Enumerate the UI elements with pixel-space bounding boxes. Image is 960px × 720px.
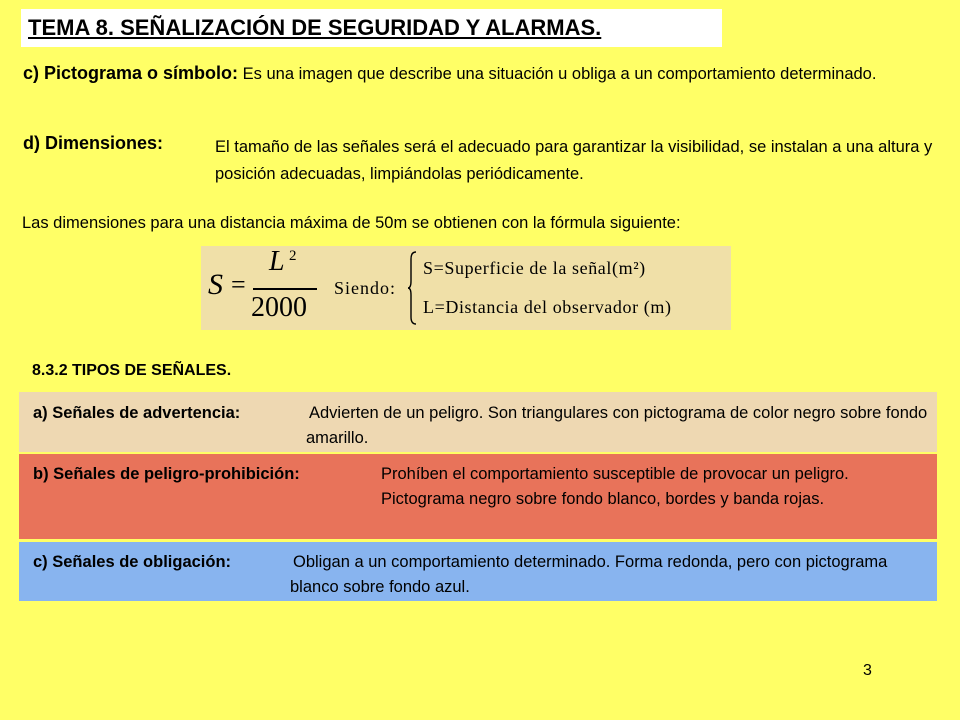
sign-type-label: b) Señales de peligro-prohibición:: [33, 465, 300, 483]
sign-type-description: Obligan a un comportamiento determinado. Forma redonda, pero con pictograma blanco sobre fondo azul.: [290, 553, 888, 596]
pictograma-heading: c) Pictograma o símbolo:: [23, 63, 239, 83]
sign-type-advertencia: [19, 392, 937, 452]
pictograma-text: Es una imagen que describe una situación u obliga a un comportamiento determinado.: [238, 65, 877, 83]
dimensiones-heading: d) Dimensiones:: [23, 133, 164, 153]
page-number: 3: [863, 662, 872, 679]
formula-intro: Las dimensiones para una distancia máxima de 50m se obtienen con la fórmula siguiente:: [22, 214, 681, 232]
sign-type-description: Advierten de un peligro. Son triangulares con pictograma de color negro sobre fondo amarillo.: [306, 404, 928, 447]
formula-definition-s: S=Superficie de la señal(m²): [423, 258, 646, 278]
sign-type-peligro-prohibicion: [19, 454, 937, 539]
formula-definition-l: L=Distancia del observador (m): [423, 297, 672, 317]
formula-exponent: 2: [289, 248, 297, 264]
sign-type-obligacion: [19, 542, 937, 601]
page-title: TEMA 8. SEÑALIZACIÓN DE SEGURIDAD Y ALARMAS.: [28, 15, 602, 40]
fraction-bar: [253, 288, 317, 290]
formula-equals: =: [231, 270, 246, 299]
dimensiones-text: El tamaño de las señales será el adecuado para garantizar la visibilidad, se instalan a una altura y posición adecuadas, limpiándolas periódicamente.: [215, 138, 933, 183]
sign-type-description: Prohíben el comportamiento susceptible de provocar un peligro. Pictograma negro sobre fondo blanco, bordes y banda rojas.: [381, 465, 849, 508]
sign-type-label: c) Señales de obligación:: [33, 553, 232, 571]
section-heading: 8.3.2 TIPOS DE SEÑALES.: [32, 362, 232, 379]
formula-numerator: L: [269, 246, 285, 277]
formula-lhs: S: [208, 268, 223, 301]
pictograma-paragraph: [23, 60, 893, 88]
sign-type-label: a) Señales de advertencia:: [33, 404, 241, 422]
formula-box: [201, 246, 731, 330]
formula-denominator: 2000: [251, 292, 307, 323]
formula-siendo: Siendo:: [334, 278, 397, 298]
left-brace-icon: [407, 251, 417, 325]
